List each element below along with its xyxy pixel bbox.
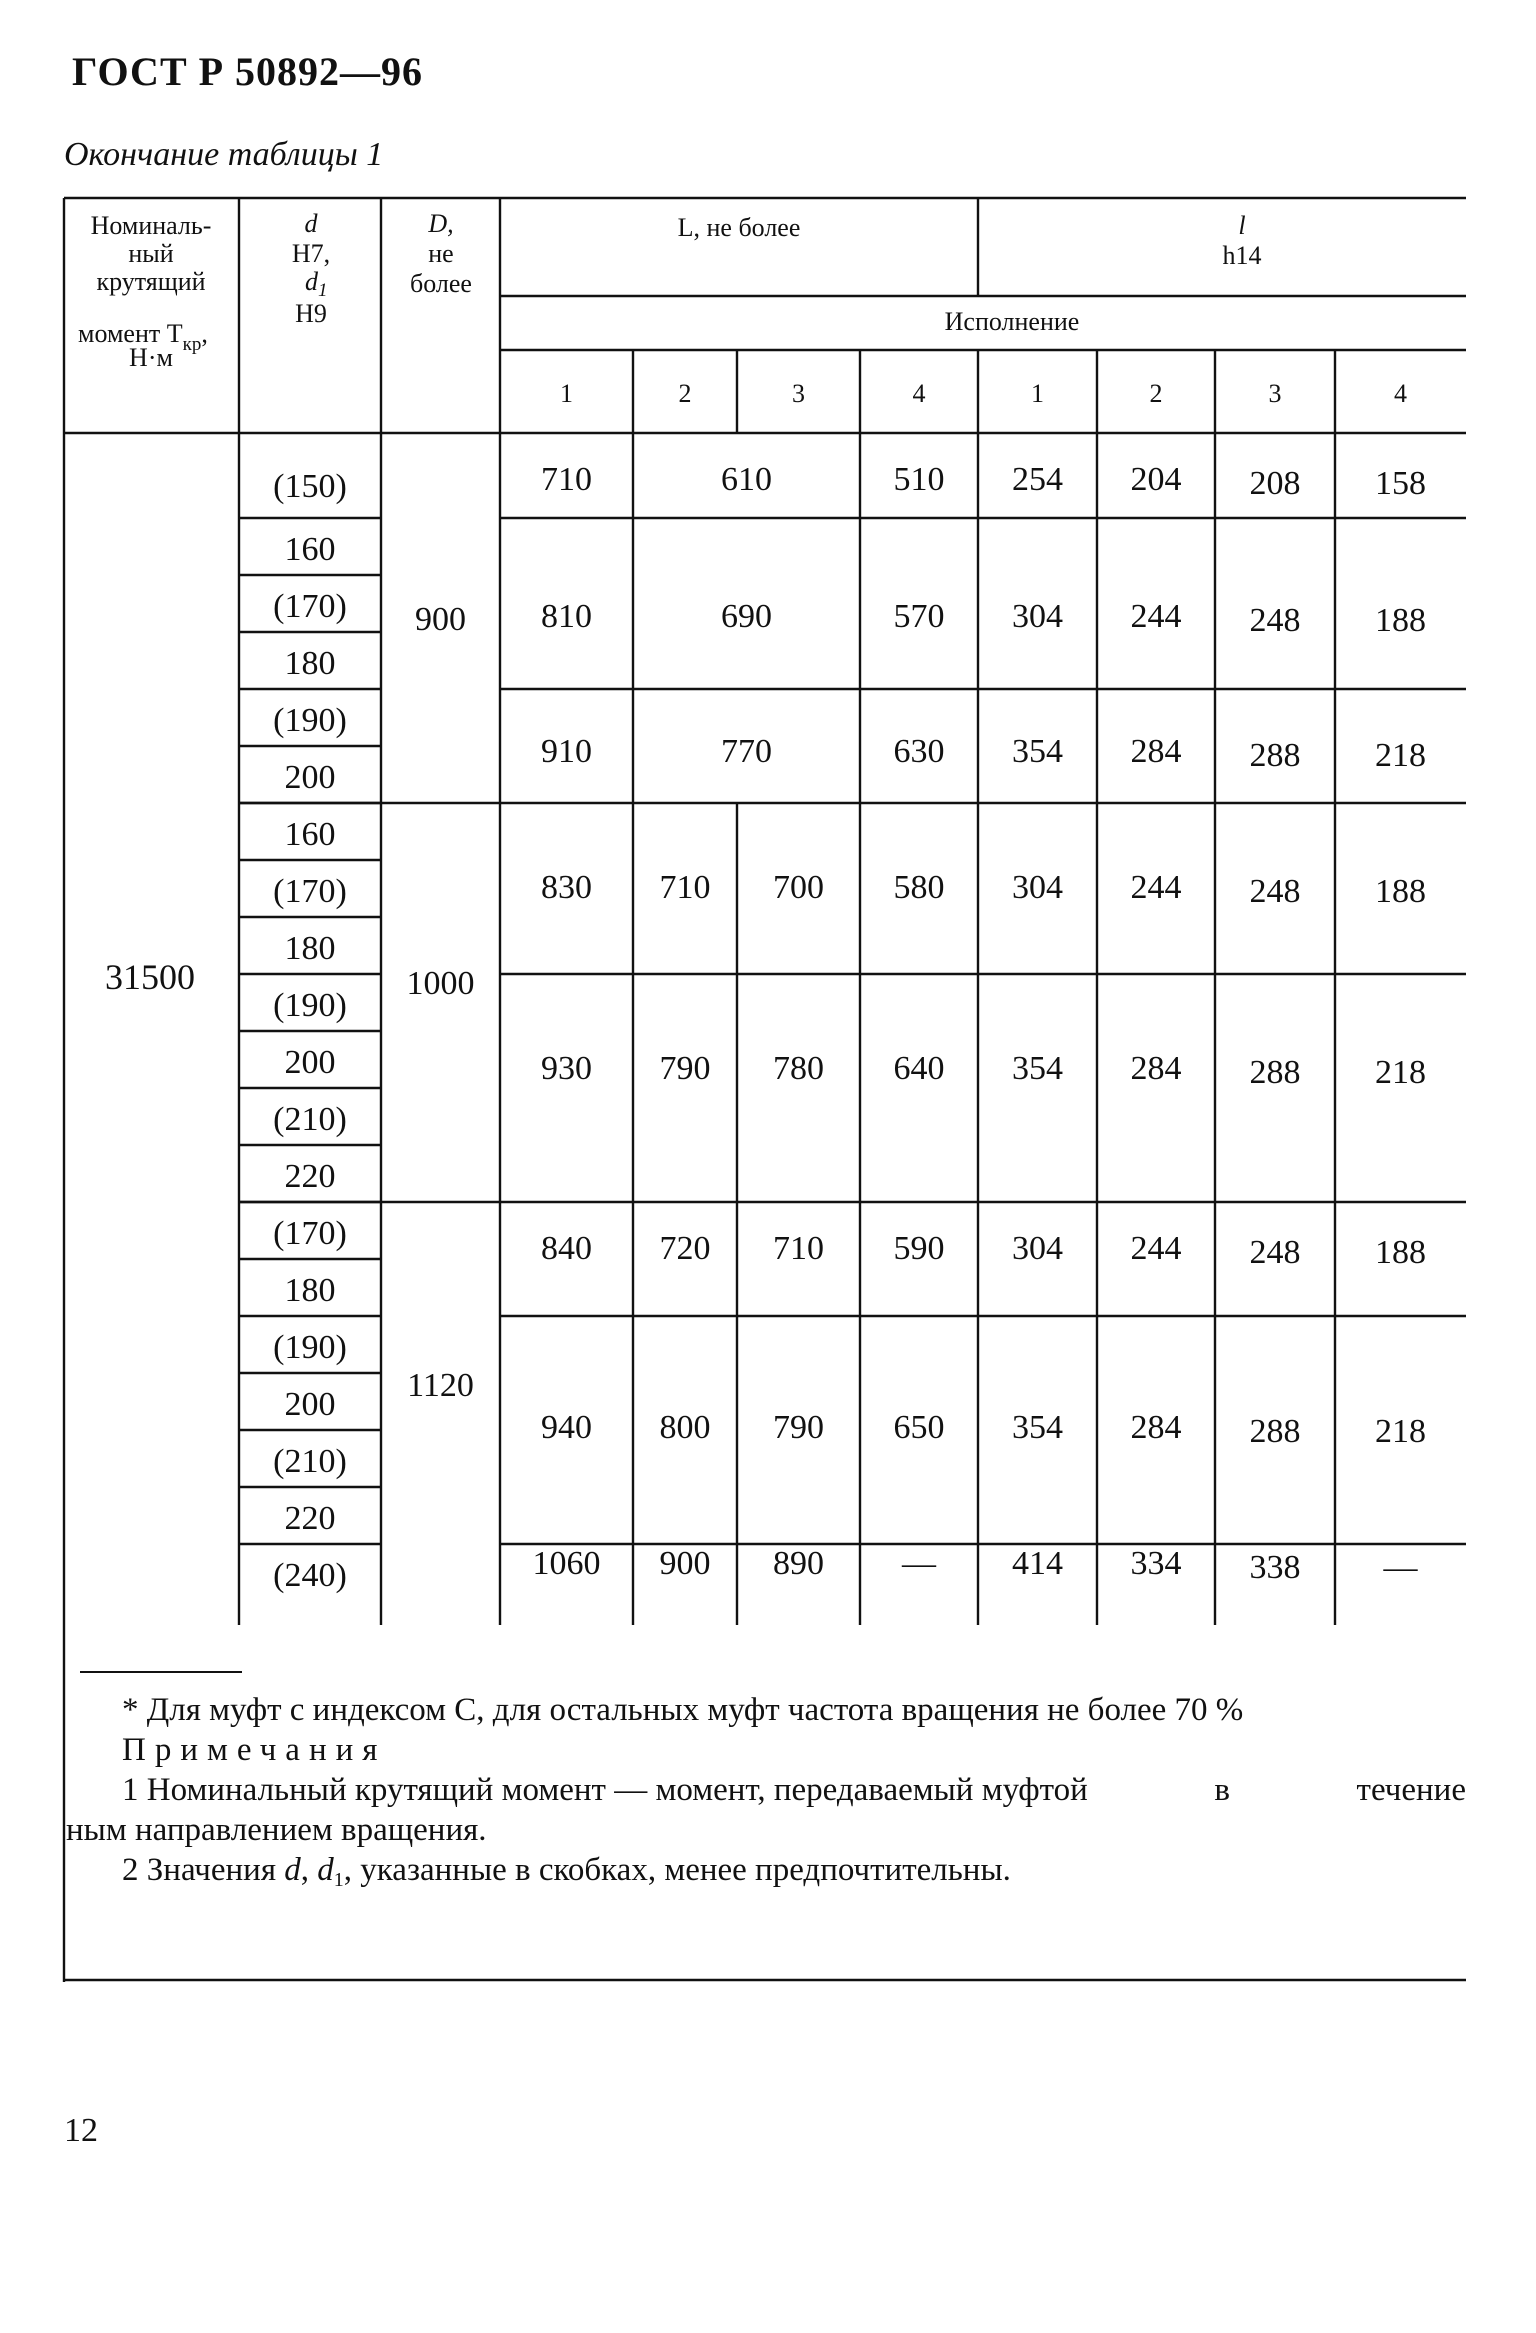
L-value: 930 (541, 1050, 592, 1087)
execution-number: 4 (1394, 379, 1407, 408)
l-value: 284 (1130, 1409, 1182, 1446)
L-value: 770 (721, 733, 772, 770)
L-value: 690 (721, 598, 772, 635)
execution-number: 3 (1268, 379, 1282, 408)
d-value: 220 (284, 1500, 336, 1537)
l-value: 188 (1375, 1234, 1426, 1271)
l-value: 284 (1130, 1050, 1182, 1087)
L-value: 710 (541, 461, 592, 498)
header-d1-tolerance: H9 (295, 299, 327, 328)
L-value: 630 (893, 733, 945, 770)
L-value: 910 (541, 733, 592, 770)
value-cells (533, 461, 1427, 1586)
l-value: 288 (1249, 1054, 1301, 1091)
d-value: (170) (273, 588, 347, 625)
notes-block (66, 1690, 1466, 1900)
L-value: 700 (773, 869, 824, 906)
header-torque-line2: ный (128, 239, 174, 268)
d-value: 160 (284, 531, 336, 568)
execution-number: 2 (678, 379, 692, 408)
note-1-word-b: течение (1356, 1772, 1466, 1808)
l-value: 218 (1375, 1054, 1426, 1091)
l-value: 218 (1375, 1413, 1426, 1450)
l-value: 304 (1012, 598, 1063, 635)
l-value: 204 (1130, 461, 1182, 498)
footnote-rule (80, 1671, 242, 1673)
L-value: 590 (893, 1230, 945, 1267)
L-value: 510 (893, 461, 945, 498)
d-value: (150) (273, 468, 347, 505)
header-D (410, 209, 472, 298)
l-value: 304 (1012, 869, 1063, 906)
l-value: 414 (1012, 1545, 1063, 1582)
d-value: 160 (284, 816, 336, 853)
l-value: 288 (1249, 1413, 1301, 1450)
d-value: (190) (273, 1329, 347, 1366)
execution-number: 1 (1031, 379, 1044, 408)
d-value: (210) (273, 1101, 347, 1138)
note-1-text: 1 Номинальный крутящий момент — момент, передаваемый муфтой (122, 1772, 1088, 1808)
l-value: 248 (1249, 602, 1301, 639)
d-value: 180 (284, 645, 336, 682)
D-value: 1120 (407, 1367, 474, 1404)
header-d (292, 209, 330, 328)
L-value: 790 (773, 1409, 824, 1446)
d-value: 200 (284, 1044, 336, 1081)
d-value: (190) (273, 987, 347, 1024)
d-value: (190) (273, 702, 347, 739)
d-value: (170) (273, 1215, 347, 1252)
L-value: 800 (659, 1409, 711, 1446)
l-value: 284 (1130, 733, 1182, 770)
header-torque-unit: Н·м (129, 343, 173, 372)
L-value: 650 (893, 1409, 945, 1446)
header-d-symbol: d (304, 209, 318, 238)
l-value: — (1383, 1549, 1418, 1586)
L-value: 830 (541, 869, 592, 906)
header-L: L, не более (677, 213, 801, 242)
execution-number: 3 (792, 379, 805, 408)
l-value: 288 (1249, 737, 1301, 774)
table-continuation-caption: Окончание таблицы 1 (64, 136, 384, 173)
l-value: 354 (1012, 733, 1063, 770)
l-value: 188 (1375, 602, 1426, 639)
l-value: 354 (1012, 1050, 1063, 1087)
L-value: 790 (659, 1050, 711, 1087)
execution-number: 4 (912, 379, 926, 408)
execution-number: 2 (1149, 379, 1163, 408)
l-value: 188 (1375, 873, 1426, 910)
header-execution: Исполнение (944, 307, 1080, 336)
l-value: 334 (1130, 1545, 1182, 1582)
L-value: 840 (541, 1230, 592, 1267)
torque-value: 31500 (105, 957, 195, 997)
L-value: 720 (659, 1230, 711, 1267)
d-value: (170) (273, 873, 347, 910)
L-value: 940 (541, 1409, 592, 1446)
l-value: 244 (1130, 1230, 1182, 1267)
l-value: 354 (1012, 1409, 1063, 1446)
header-d1-symbol: $d_1$ (305, 267, 328, 301)
L-value: 1060 (532, 1545, 601, 1582)
L-value: 780 (773, 1050, 824, 1087)
execution-number: 1 (560, 379, 573, 408)
L-value: 710 (659, 869, 711, 906)
D-value: 900 (415, 601, 466, 638)
note-1-word-a: в (1214, 1772, 1230, 1808)
l-value: 304 (1012, 1230, 1063, 1267)
header-torque-line3: крутящий (96, 267, 206, 296)
document-title: ГОСТ Р 50892—96 (72, 49, 424, 94)
header-D-line2: не (428, 239, 454, 268)
l-value: 158 (1375, 465, 1426, 502)
l-value: 248 (1249, 1234, 1301, 1271)
note-2: 2 Значения d, d1, указанные в скобках, менее предпочтительны. (122, 1852, 1011, 1891)
L-value: 570 (893, 598, 945, 635)
footnote: * Для муфт с индексом С, для остальных муфт частота вращения не более 70 % (122, 1692, 1244, 1728)
l-value: 218 (1375, 737, 1426, 774)
d-value: 180 (284, 930, 336, 967)
L-value: 610 (721, 461, 772, 498)
d-value: (210) (273, 1443, 347, 1480)
d-value: 200 (284, 1386, 336, 1423)
l-value: 254 (1012, 461, 1063, 498)
l-value: 244 (1130, 869, 1182, 906)
l-value: 244 (1130, 598, 1182, 635)
header-D-symbol: D, (428, 209, 454, 238)
d-value: 180 (284, 1272, 336, 1309)
d-values (273, 468, 347, 1594)
header-torque-line1: Номиналь- (90, 211, 212, 240)
header-d-tolerance: H7, (291, 239, 331, 268)
l-value: 338 (1249, 1549, 1301, 1586)
L-value: 810 (541, 598, 592, 635)
header-l-tolerance: h14 (1222, 241, 1262, 270)
D-values (407, 601, 475, 1404)
header-l-symbol: l (1238, 211, 1246, 240)
L-value: 900 (659, 1545, 711, 1582)
L-value: 640 (893, 1050, 945, 1087)
l-value: 248 (1249, 873, 1301, 910)
notes-heading: Примечания (122, 1732, 387, 1768)
L-value: 890 (773, 1545, 824, 1582)
l-value: 208 (1249, 465, 1301, 502)
header-torque (78, 211, 211, 372)
execution-numbers (560, 379, 1407, 408)
d-value: 200 (284, 759, 336, 796)
header-D-line3: более (410, 269, 472, 298)
D-value: 1000 (406, 965, 475, 1002)
d-value: (240) (273, 1557, 347, 1594)
L-value: 710 (773, 1230, 824, 1267)
note-1 (66, 1770, 1466, 1810)
d-value: 220 (284, 1158, 336, 1195)
page-number: 12 (64, 2112, 98, 2149)
L-value: 580 (893, 869, 945, 906)
header-torque-line4: момент $T_{кр}$, (78, 319, 208, 355)
L-value: — (902, 1545, 936, 1582)
note-1-continuation: ным направлением вращения. (66, 1812, 487, 1848)
